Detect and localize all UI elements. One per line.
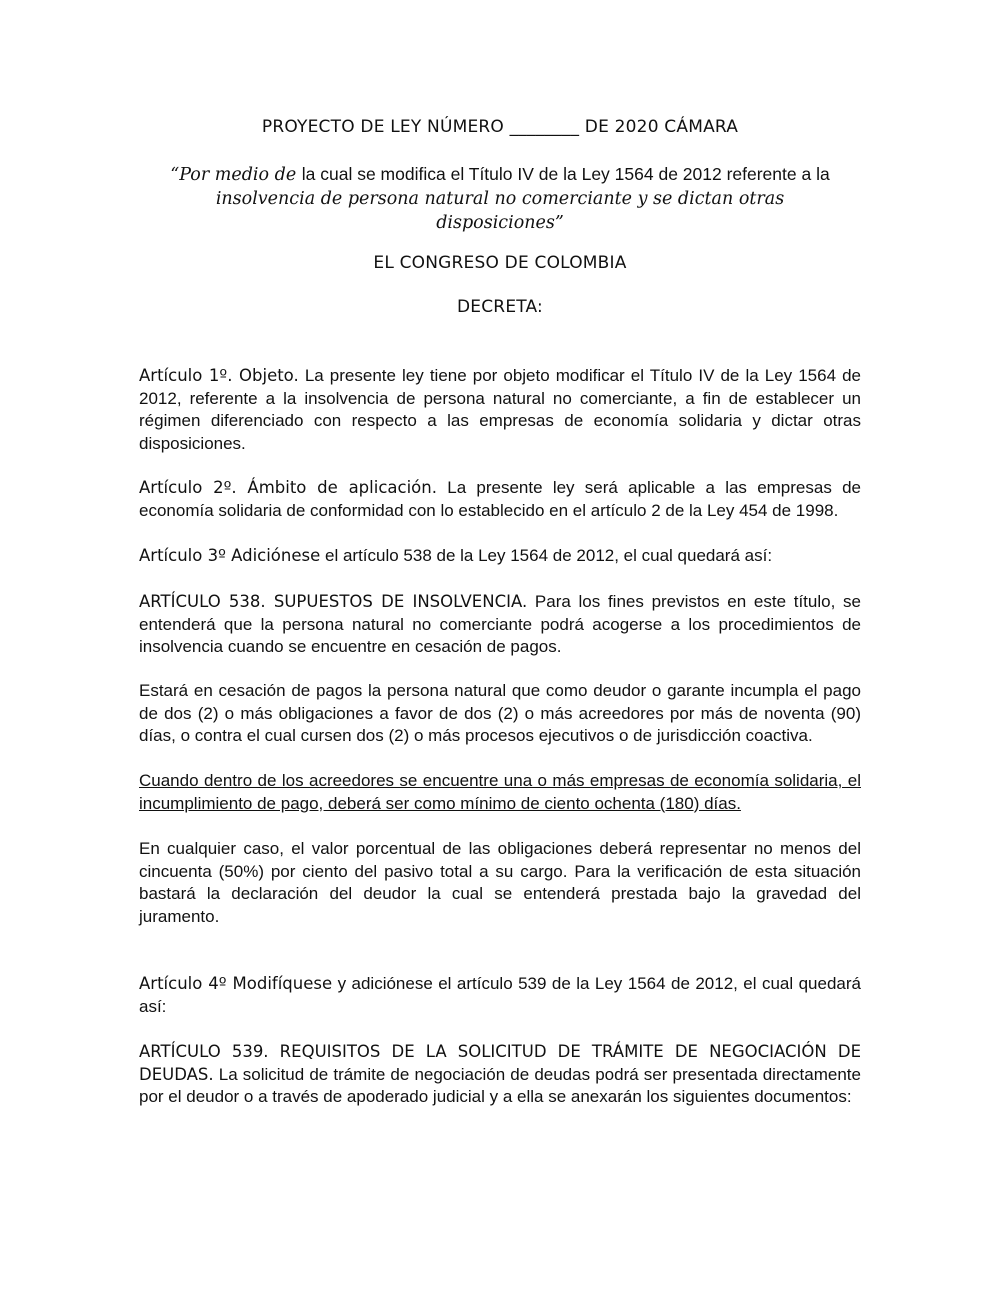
article-1-body: La presente ley tiene por objeto modificar el Título IV de la Ley 1564 de 2012, referente a la insolvencia de persona natural no comerciante, a fin de establecer un régimen diferenciado con respecto a las empresas de economía solidaria y dictar otras disposiciones.: [139, 366, 862, 453]
article-538-paragraph-2: Estará en cesación de pagos la persona natural que como deudor o garante incumpla el pago de dos (2) o más obligaciones a favor de dos (2) o más acreedores por más de noventa (90) días, o contra el cual cursen dos (2) o más procesos ejecutivos o de jurisdicción coactiva.: [139, 681, 861, 745]
article-2-heading: Artículo 2º. Ámbito de aplicación.: [139, 478, 437, 497]
subtitle-italic-end: insolvencia de persona natural no comerciante y se dictan otras disposiciones”: [215, 189, 785, 233]
subtitle-italic-start: “Por medio de: [170, 165, 297, 185]
article-538-body: Para los fines previstos en este título, se entenderá que la persona natural no comerciante podrá acogerse a los procedimientos de insolvencia cuando se encuentre en cesación de pagos.: [139, 592, 861, 656]
decreta-heading: DECRETA:: [457, 297, 543, 317]
article-538-heading: ARTÍCULO 538. SUPUESTOS DE INSOLVENCIA.: [139, 592, 528, 611]
article-3-body: el artículo 538 de la Ley 1564 de 2012, el cual quedará así:: [325, 546, 773, 565]
article-1-heading: Artículo 1º. Objeto.: [139, 366, 299, 385]
article-538-paragraph-4: En cualquier caso, el valor porcentual de las obligaciones deberá representar no menos del cincuenta (50%) por ciento del pasivo total a su cargo. Para la verificación de esta situación bastará la declaración del deudor la cual se entenderá prestada bajo la gravedad del juramento.: [139, 839, 861, 926]
article-3: [139, 545, 861, 568]
bill-title: PROYECTO DE LEY NÚMERO ________ DE 2020 CÁMARA: [261, 117, 739, 137]
article-539: [139, 1041, 861, 1109]
article-2: [139, 477, 861, 522]
article-4-body: y adiciónese el artículo 539 de la Ley 1564 de 2012, el cual quedará así:: [139, 974, 861, 1016]
article-538: [139, 591, 861, 659]
article-1: [139, 365, 861, 455]
article-4: [139, 973, 861, 1018]
article-4-heading: Artículo 4º Modifíquese: [139, 974, 333, 993]
article-539-heading: ARTÍCULO 539. REQUISITOS DE LA SOLICITUD DE TRÁMITE DE NEGOCIACIÓN DE DEUDAS.: [139, 1042, 861, 1084]
article-538-paragraph-3: Cuando dentro de los acreedores se encuentre una o más empresas de economía solidaria, el incumplimiento de pago, deberá ser como mínimo de ciento ochenta (180) días.: [139, 771, 861, 813]
article-3-heading: Artículo 3º Adiciónese: [139, 546, 321, 565]
article-2-body: La presente ley será aplicable a las empresas de economía solidaria de conformidad con lo establecido en el artículo 2 de la Ley 454 de 1998.: [139, 478, 861, 520]
congress-heading: EL CONGRESO DE COLOMBIA: [373, 253, 627, 273]
subtitle-upright: la cual se modifica el Título IV de la Ley 1564 de 2012 referente a la: [301, 164, 830, 184]
article-539-body: La solicitud de trámite de negociación de deudas podrá ser presentada directamente por el deudor o a través de apoderado judicial y a ella se anexarán los siguientes documentos:: [139, 1064, 861, 1106]
bill-subtitle: [150, 162, 850, 235]
